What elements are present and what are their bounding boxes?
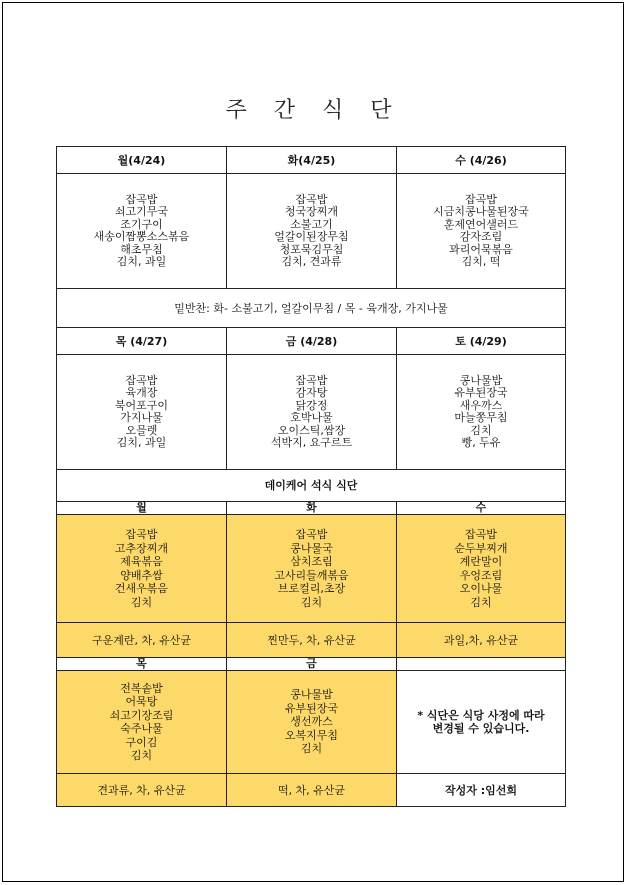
menu-item: 유부된장국 — [284, 701, 339, 715]
day-header-mon: 월(4/24) — [57, 147, 227, 174]
menu-item: 김치, 떡 — [461, 255, 501, 268]
menu-item: 어묵탕 — [125, 695, 158, 708]
daycare-menu-thu — [57, 671, 227, 774]
menu-item: 잡곡밥 — [125, 528, 158, 541]
daycare-header-empty — [397, 658, 566, 671]
menu-item: 김치 — [470, 595, 492, 609]
author-signature: 작성자 :임선희 — [397, 774, 566, 807]
menu-item: 새우까스 — [459, 398, 503, 412]
daycare-menu-mon — [57, 515, 227, 623]
menu-item: 김치 — [130, 749, 153, 762]
menu-change-notice — [397, 671, 566, 774]
menu-item: 청포묵김무침 — [279, 242, 344, 256]
menu-item: 전복솥밥 — [120, 681, 163, 695]
daycare-menu-wed — [397, 515, 566, 623]
menu-item: 유부된장국 — [454, 386, 508, 399]
menu-item: 쇠고기무국 — [114, 205, 169, 218]
menu-item: 오믈렛 — [125, 423, 158, 437]
menu-item: 브로컬리,초장 — [277, 582, 346, 595]
menu-item: 꽈리어묵볶음 — [449, 242, 513, 256]
menu-item: 청국장찌개 — [284, 205, 339, 218]
menu-item: 빵, 두유 — [461, 436, 501, 449]
menu-item: 김치 — [470, 423, 492, 437]
menu-item: 잡곡밥 — [465, 528, 497, 541]
menu-item: 육개장 — [125, 386, 158, 399]
menu-item: 우엉조림 — [459, 568, 503, 582]
daycare-header-thu: 목 — [57, 658, 227, 671]
menu-item: 고추장찌개 — [114, 541, 169, 555]
menu-item: 오이스틱,쌈장 — [277, 423, 346, 437]
menu-item: 오이나물 — [459, 582, 503, 595]
menu-item: 감자탕 — [295, 386, 328, 399]
menu-item: 콩나물밥 — [290, 688, 333, 702]
daycare-menu-tue — [227, 515, 397, 623]
daycare-header-wed: 수 — [397, 502, 566, 515]
menu-item: 쇠고기장조림 — [109, 708, 174, 722]
menu-item: 조기구이 — [120, 217, 163, 231]
notice-line: 변경될 수 있습니다. — [432, 722, 530, 735]
daycare-header-tue: 화 — [227, 502, 397, 515]
menu-item: 새송이짬뽕소스볶음 — [93, 230, 190, 243]
day-header-fri: 금 (4/28) — [227, 328, 397, 355]
menu-item: 오복지무침 — [284, 728, 339, 742]
menu-item: 양배추쌈 — [120, 568, 163, 582]
menu-item: 얼갈이된장무침 — [274, 230, 349, 243]
menu-item: 계란말이 — [459, 555, 503, 568]
menu-item: 김치 — [300, 595, 323, 609]
menu-item: 시금치콩나물된장국 — [433, 205, 529, 218]
menu-item: 잡곡밥 — [295, 373, 328, 387]
day-header-sat: 토 (4/29) — [397, 328, 566, 355]
menu-item: 훈제연어샐러드 — [443, 217, 519, 231]
menu-cell-thu — [57, 355, 227, 470]
daycare-snack-thu: 견과류, 차, 유산균 — [57, 774, 227, 807]
menu-cell-mon — [57, 174, 227, 289]
menu-item: 고사리들깨볶음 — [274, 568, 349, 582]
menu-item: 김치 — [130, 595, 153, 609]
notice-line: * 식단은 식당 사정에 따라 — [417, 708, 545, 722]
menu-item: 석박지, 요구르트 — [270, 436, 353, 449]
menu-item: 호박나물 — [290, 411, 333, 424]
menu-cell-wed — [397, 174, 566, 289]
menu-item: 잡곡밥 — [295, 192, 328, 206]
menu-item: 가지나물 — [120, 411, 163, 424]
menu-item: 콩나물국 — [290, 541, 333, 555]
menu-item: 잡곡밥 — [295, 528, 328, 541]
menu-item: 잡곡밥 — [465, 192, 497, 206]
menu-item: 소불고기 — [290, 217, 333, 231]
menu-item: 잡곡밥 — [125, 373, 158, 387]
menu-item: 마늘쫑무침 — [454, 411, 508, 424]
menu-item: 생선까스 — [290, 715, 333, 729]
daycare-title: 데이케어 석식 식단 — [57, 470, 566, 502]
menu-item: 김치, 과일 — [116, 255, 167, 268]
menu-item: 김치, 견과류 — [281, 255, 342, 268]
menu-cell-fri — [227, 355, 397, 470]
menu-item: 콩나물밥 — [459, 373, 503, 387]
daycare-header-mon: 월 — [57, 502, 227, 515]
menu-item: 닭강정 — [295, 398, 328, 412]
daycare-snack-fri: 떡, 차, 유산균 — [227, 774, 397, 807]
daycare-snack-tue: 찐만두, 차, 유산균 — [227, 623, 397, 658]
menu-cell-tue — [227, 174, 397, 289]
menu-item: 김치, 과일 — [116, 436, 167, 449]
menu-item: 감자조림 — [459, 230, 503, 243]
daycare-snack-wed: 과일,차, 유산균 — [397, 623, 566, 658]
menu-item: 삼치조림 — [290, 555, 333, 568]
day-header-tue: 화(4/25) — [227, 147, 397, 174]
daycare-header-fri: 금 — [227, 658, 397, 671]
menu-item: 구이김 — [125, 735, 158, 749]
day-header-wed: 수 (4/26) — [397, 147, 566, 174]
menu-item: 순두부찌개 — [454, 541, 508, 555]
menu-item: 해초무침 — [120, 242, 163, 256]
day-header-thu: 목 (4/27) — [57, 328, 227, 355]
side-dish-note: 밑반찬: 화- 소불고기, 얼갈이무침 / 목 - 육개장, 가지나물 — [57, 289, 566, 328]
menu-item: 김치 — [300, 742, 323, 756]
page-title: 주 간 식 단 — [225, 98, 402, 123]
daycare-snack-mon: 구운계란, 차, 유산균 — [57, 623, 227, 658]
menu-item: 북어포구이 — [114, 398, 169, 412]
menu-item: 숙주나물 — [120, 722, 163, 735]
menu-cell-sat — [397, 355, 566, 470]
menu-item: 건새우볶음 — [114, 582, 169, 595]
menu-item: 잡곡밥 — [125, 192, 158, 206]
daycare-menu-fri — [227, 671, 397, 774]
weekly-menu-table — [56, 146, 566, 807]
menu-item: 제육볶음 — [120, 555, 163, 568]
